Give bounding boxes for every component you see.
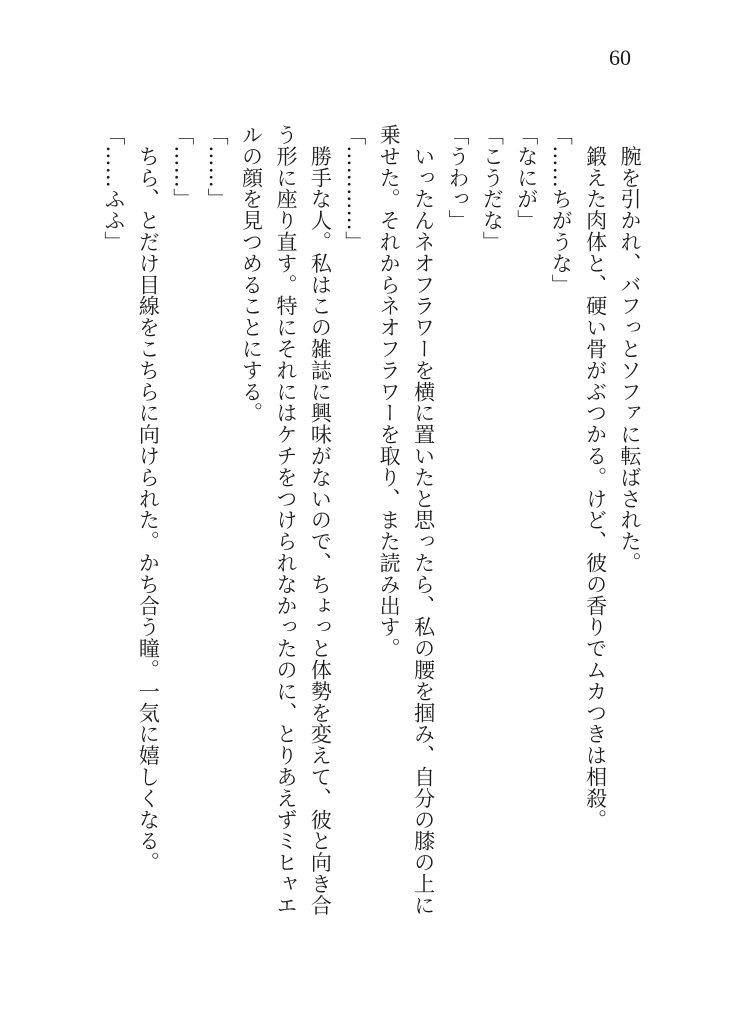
text-line: 「なにが」	[514, 124, 539, 231]
page-number: 60	[609, 45, 631, 70]
text-line: 「うわっ」	[445, 124, 470, 231]
text-line: いったんネオフラワーを横に置いたと思ったら、私の腰を掴み、自分の膝の上に	[411, 124, 436, 916]
text-line: 「こうだな」	[480, 124, 505, 253]
text-line: う形に座り直す。特にそれにはケチをつけられなかったのに、とりあえずミヒャエ	[273, 124, 298, 916]
text-line: 勝手な人。私はこの雑誌に興味がないので、ちょっと体勢を変えて、彼と向き合	[308, 124, 333, 916]
text-line: ルの顔を見つめることにする。	[239, 124, 264, 424]
vertical-text-body	[101, 124, 647, 964]
text-line: 「……」	[170, 124, 195, 210]
text-line: 「……」	[205, 124, 230, 210]
text-line: 「……ちがうな」	[549, 124, 574, 296]
text-line: 「……ふふ」	[101, 124, 126, 253]
text-line: 鍛えた肉体と、硬い骨がぶつかる。けど、彼の香りでムカつきは相殺。	[583, 124, 608, 831]
text-line: 「…………」	[342, 124, 367, 253]
text-line: ちら、とだけ目線をこちらに向けられた。かち合う瞳。一気に嬉しくなる。	[136, 124, 161, 873]
text-line: 腕を引かれ、バフっとソファに転ばされた。	[618, 124, 642, 574]
text-line: 乗せた。それからネオフラワーを取り、また読み出す。	[377, 124, 402, 659]
